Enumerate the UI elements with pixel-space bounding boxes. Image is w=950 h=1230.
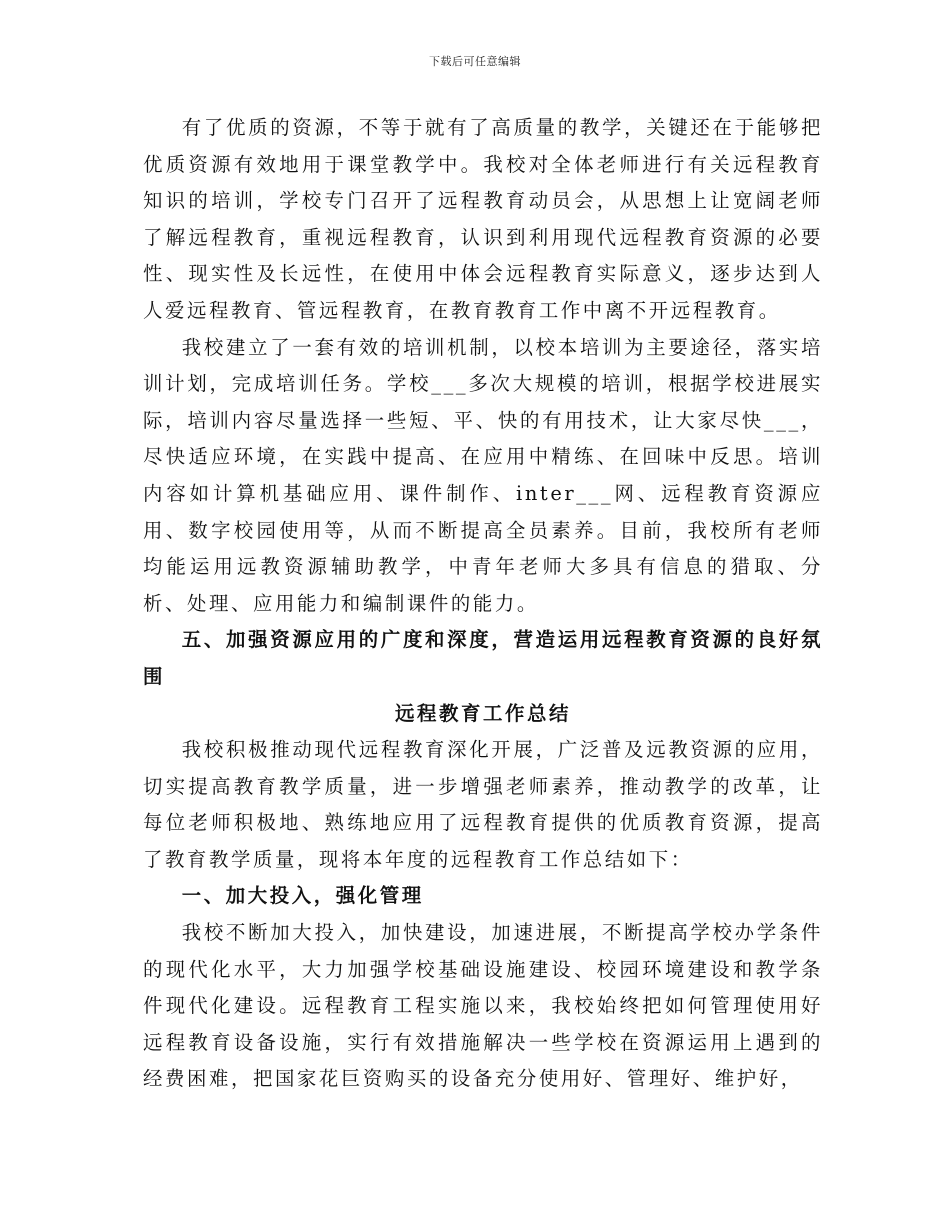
section-heading: 五、加强资源应用的广度和深度，营造运用远程教育资源的良好氛围 bbox=[143, 628, 823, 688]
paragraph: 我校建立了一套有效的培训机制，以校本培训为主要途径，落实培训计划，完成培训任务。学校___多次大规模的培训，根据学校进展实际，培训内容尽量选择一些短、平、快的有用技术，让大家尽快___，尽快适应环境，在实践中提高、在应用中精练、在回味中反思。培训内容如计算机基础应用、课件制作、inter___网、远程教育资源应用、数字校园使用等，从而不断提高全员素养。目前，我校所有老师均能运用远教资源辅助教学，中青年老师大多具有信息的猎取、分析、处理、应用能力和编制课件的能力。 bbox=[143, 335, 823, 615]
document-body bbox=[143, 110, 823, 1098]
page-header: 下载后可任意编辑 bbox=[429, 55, 521, 68]
paragraph: 我校积极推动现代远程教育深化开展，广泛普及远教资源的应用，切实提高教育教学质量，进一步增强老师素养，推动教学的改革，让每位老师积极地、熟练地应用了远程教育提供的优质教育资源，提高了教育教学质量，现将本年度的远程教育工作总结如下： bbox=[143, 738, 823, 871]
paragraph: 我校不断加大投入，加快建设，加速进展，不断提高学校办学条件的现代化水平，大力加强学校基础设施建设、校园环境建设和教学条件现代化建设。远程教育工程实施以来，我校始终把如何管理使用好远程教育设备设施，实行有效措施解决一些学校在资源运用上遇到的经费困难，把国家花巨资购买的设备充分使用好、管理好、维护好， bbox=[143, 921, 823, 1091]
section-heading: 一、加大投入，强化管理 bbox=[181, 884, 424, 908]
paragraph: 有了优质的资源，不等于就有了高质量的教学，关键还在于能够把优质资源有效地用于课堂教学中。我校对全体老师进行有关远程教育知识的培训，学校专门召开了远程教育动员会，从思想上让宽阔老师了解远程教育，重视远程教育，认识到利用现代远程教育资源的必要性、现实性及长远性，在使用中体会远程教育实际意义，逐步达到人人爱远程教育、管远程教育，在教育教育工作中离不开远程教育。 bbox=[143, 116, 823, 322]
document-title: 远程教育工作总结 bbox=[395, 701, 571, 725]
